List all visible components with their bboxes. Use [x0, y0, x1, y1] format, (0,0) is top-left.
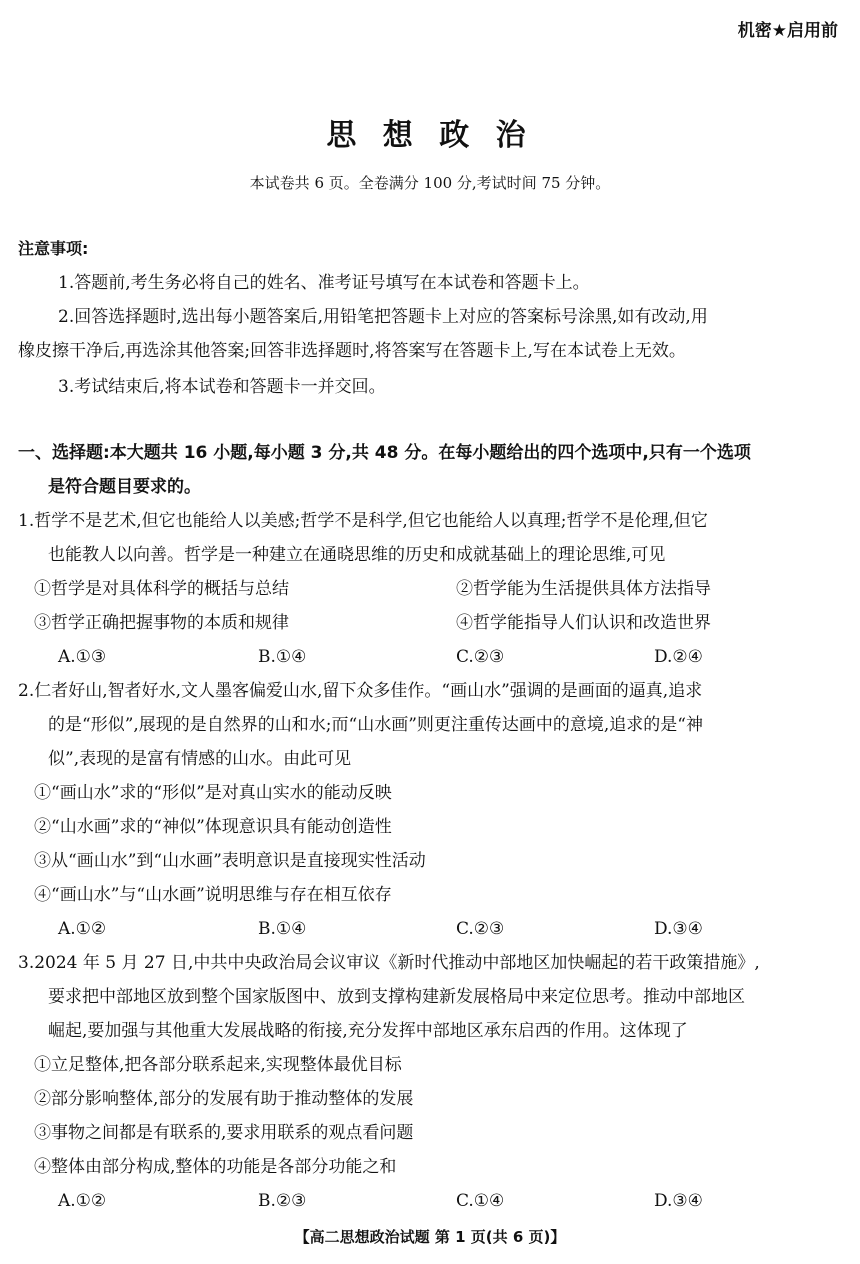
q1-stem: 1.哲学不是艺术,但它也能给人以美感;哲学不是科学,但它也能给人以真理;哲学不是伦理,但它 [18, 511, 708, 531]
q3-answer-c: C.①④ [456, 1191, 505, 1211]
q2-answer-d: D.③④ [654, 919, 703, 939]
q1-option-2: ②哲学能为生活提供具体方法指导 [456, 579, 711, 599]
q1-answer-c: C.②③ [456, 647, 505, 667]
section-1-heading-cont: 是符合题目要求的。 [48, 477, 201, 497]
note-item-2: 2.回答选择题时,选出每小题答案后,用铅笔把答题卡上对应的答案标号涂黑,如有改动,用 [58, 307, 708, 327]
q3-answer-b: B.②③ [258, 1191, 307, 1211]
q1-option-1: ①哲学是对具体科学的概括与总结 [34, 579, 289, 599]
section-1-heading: 一、选择题:本大题共 16 小题,每小题 3 分,共 48 分。在每小题给出的四个选项中,只有一个选项 [18, 443, 751, 463]
q1-answer-b: B.①④ [258, 647, 307, 667]
confidential-label: 机密★启用前 [737, 21, 838, 41]
q3-answer-d: D.③④ [654, 1191, 703, 1211]
note-item-2-cont: 橡皮擦干净后,再选涂其他答案;回答非选择题时,将答案写在答题卡上,写在本试卷上无效。 [18, 341, 686, 361]
q3-option-3: ③事物之间都是有联系的,要求用联系的观点看问题 [34, 1123, 414, 1143]
q3-option-4: ④整体由部分构成,整体的功能是各部分功能之和 [34, 1157, 397, 1177]
q2-stem: 2.仁者好山,智者好水,文人墨客偏爱山水,留下众多佳作。“画山水”强调的是画面的逼真,追求 [18, 681, 703, 701]
q1-stem-cont: 也能教人以向善。哲学是一种建立在通晓思维的历史和成就基础上的理论思维,可见 [48, 545, 666, 565]
q3-stem-cont-2: 崛起,要加强与其他重大发展战略的衔接,充分发挥中部地区承东启西的作用。这体现了 [48, 1021, 688, 1041]
q3-stem: 3.2024 年 5 月 27 日,中共中央政治局会议审议《新时代推动中部地区加快崛起的若干政策措施》, [18, 953, 760, 973]
q1-answer-d: D.②④ [654, 647, 703, 667]
q2-answer-b: B.①④ [258, 919, 307, 939]
note-item-3: 3.考试结束后,将本试卷和答题卡一并交回。 [58, 377, 386, 397]
q2-stem-cont-1: 的是“形似”,展现的是自然界的山和水;而“山水画”则更注重传达画中的意境,追求的是“神 [48, 715, 703, 735]
exam-info: 本试卷共 6 页。全卷满分 100 分,考试时间 75 分钟。 [249, 174, 611, 192]
page-footer: 【高二思想政治试题 第 1 页(共 6 页)】 [294, 1228, 566, 1246]
q1-answer-a: A.①③ [58, 647, 107, 667]
q1-option-3: ③哲学正确把握事物的本质和规律 [34, 613, 289, 633]
q3-option-1: ①立足整体,把各部分联系起来,实现整体最优目标 [34, 1055, 402, 1075]
q1-option-4: ④哲学能指导人们认识和改造世界 [456, 613, 711, 633]
note-item-1: 1.答题前,考生务必将自己的姓名、准考证号填写在本试卷和答题卡上。 [58, 273, 590, 293]
q2-answer-a: A.①② [58, 919, 107, 939]
q2-option-4: ④“画山水”与“山水画”说明思维与存在相互依存 [34, 885, 392, 905]
page-title: 思 想 政 治 [326, 118, 534, 153]
q3-option-2: ②部分影响整体,部分的发展有助于推动整体的发展 [34, 1089, 414, 1109]
notes-heading: 注意事项: [18, 239, 89, 258]
q2-option-2: ②“山水画”求的“神似”体现意识具有能动创造性 [34, 817, 392, 837]
q2-option-1: ①“画山水”求的“形似”是对真山实水的能动反映 [34, 783, 392, 803]
q3-stem-cont-1: 要求把中部地区放到整个国家版图中、放到支撑构建新发展格局中来定位思考。推动中部地区 [48, 987, 745, 1007]
q2-stem-cont-2: 似”,表现的是富有情感的山水。由此可见 [48, 749, 352, 769]
q2-option-3: ③从“画山水”到“山水画”表明意识是直接现实性活动 [34, 851, 426, 871]
q2-answer-c: C.②③ [456, 919, 505, 939]
q3-answer-a: A.①② [58, 1191, 107, 1211]
